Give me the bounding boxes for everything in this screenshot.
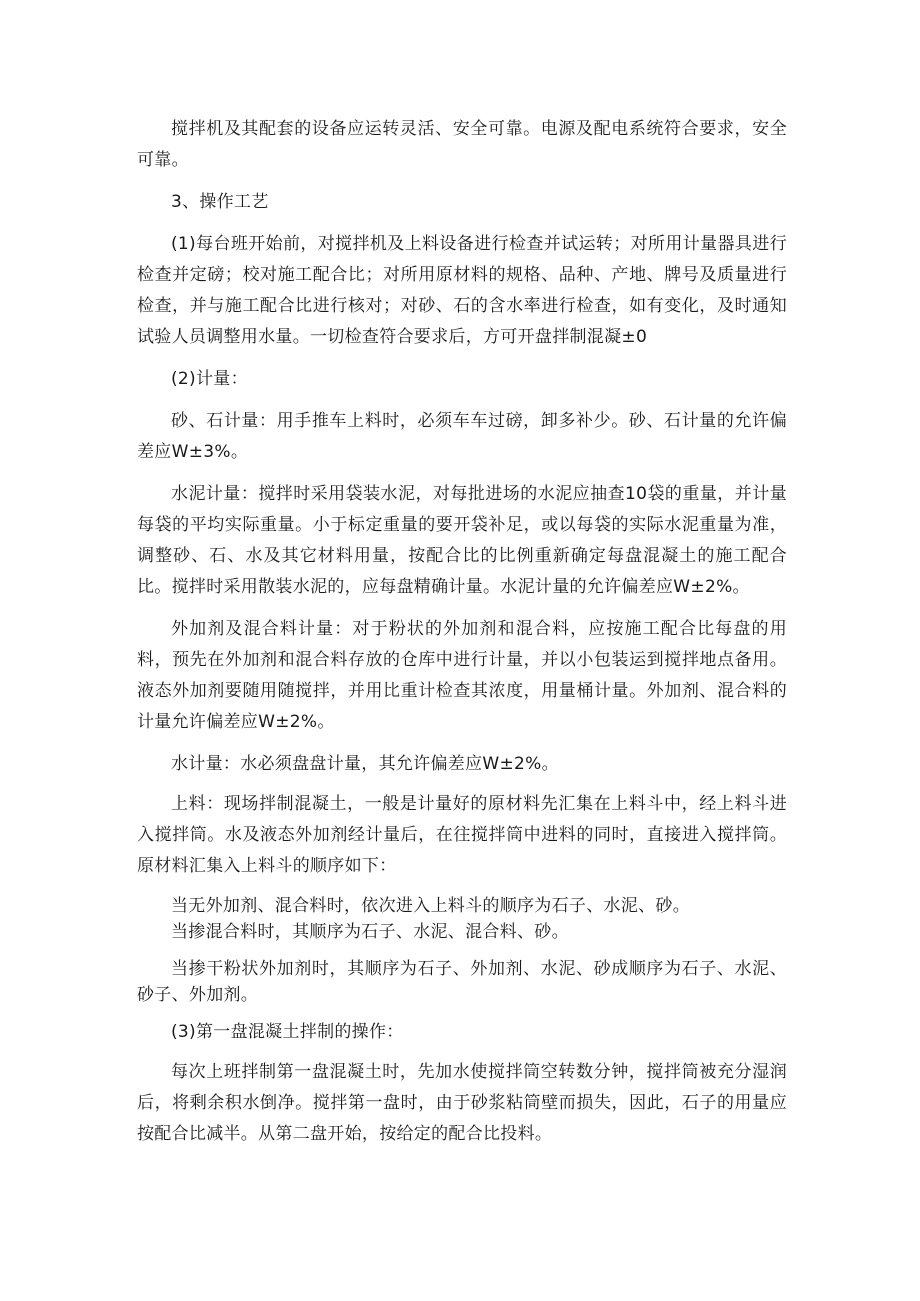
paragraph-cement-metering: 水泥计量：搅拌时采用袋装水泥，对每批进场的水泥应抽查10袋的重量，并计量每袋的平均实际重量。小于标定重量的要开袋补足，或以每袋的实际水泥重量为准，调整砂、石、水及其它材料用量，按配合比的比例重新确定每盘混凝土的施工配合比。搅拌时采用散装水泥的，应每盘精确计量。水泥计量的允许偏差应W±2%。 [137,484,787,597]
paragraph-order-dry-admixture: 当掺干粉状外加剂时，其顺序为石子、外加剂、水泥、砂成顺序为石子、水泥、砂子、外加剂。 [137,959,787,1005]
paragraph-first-batch: 每次上班拌制第一盘混凝土时，先加水使搅拌筒空转数分钟，搅拌筒被充分湿润后，将剩余积水倒净。搅拌第一盘时，由于砂浆粘筒壁而损失，因此，石子的用量应按配合比减半。从第二盘开始，按给定的配合比投料。 [137,1062,787,1144]
document-body [137,114,787,1150]
paragraph-step-3-heading: (3)第一盘混凝土拌制的操作： [171,1022,404,1042]
paragraph-sand-stone-metering: 砂、石计量：用手推车上料时，必须车车过磅，卸多补少。砂、石计量的允许偏差应W±3%。 [137,411,787,462]
paragraph-loading: 上料：现场拌制混凝土，一般是计量好的原材料先汇集在上料斗中，经上料斗进入搅拌筒。水及液态外加剂经计量后，在往搅拌筒中进料的同时，直接进入搅拌筒。原材料汇集入上料斗的顺序如下： [137,794,787,876]
paragraph-admixture-metering: 外加剂及混合料计量：对于粉状的外加剂和混合料，应按施工配合比每盘的用料，预先在外加剂和混合料存放的仓库中进行计量，并以小包装运到搅拌地点备用。液态外加剂要随用随搅拌，并用比重计检查其浓度，用量桶计量。外加剂、混合料的计量允许偏差应W±2%。 [137,619,787,732]
paragraph-step-1: (1)每台班开始前，对搅拌机及上料设备进行检查并试运转；对所用计量器具进行检查并定磅；校对施工配合比；对所用原材料的规格、品种、产地、牌号及质量进行检查，并与施工配合比进行核对；对砂、石的含水率进行检查，如有变化，及时通知试验人员调整用水量。一切检查符合要求后，方可开盘拌制混凝±0 [137,234,787,347]
paragraph-step-2-heading: (2)计量： [171,369,248,389]
section-heading-process: 3、操作工艺 [171,192,269,212]
paragraph-order-no-admixture: 当无外加剂、混合料时，依次进入上料斗的顺序为石子、水泥、砂。 [171,896,690,916]
paragraph-equipment: 搅拌机及其配套的设备应运转灵活、安全可靠。电源及配电系统符合要求，安全可靠。 [137,119,787,170]
paragraph-order-mixed-material: 当掺混合料时，其顺序为石子、水泥、混合料、砂。 [171,922,569,942]
paragraph-water-metering: 水计量：水必须盘盘计量，其允许偏差应W±2%。 [171,754,559,774]
